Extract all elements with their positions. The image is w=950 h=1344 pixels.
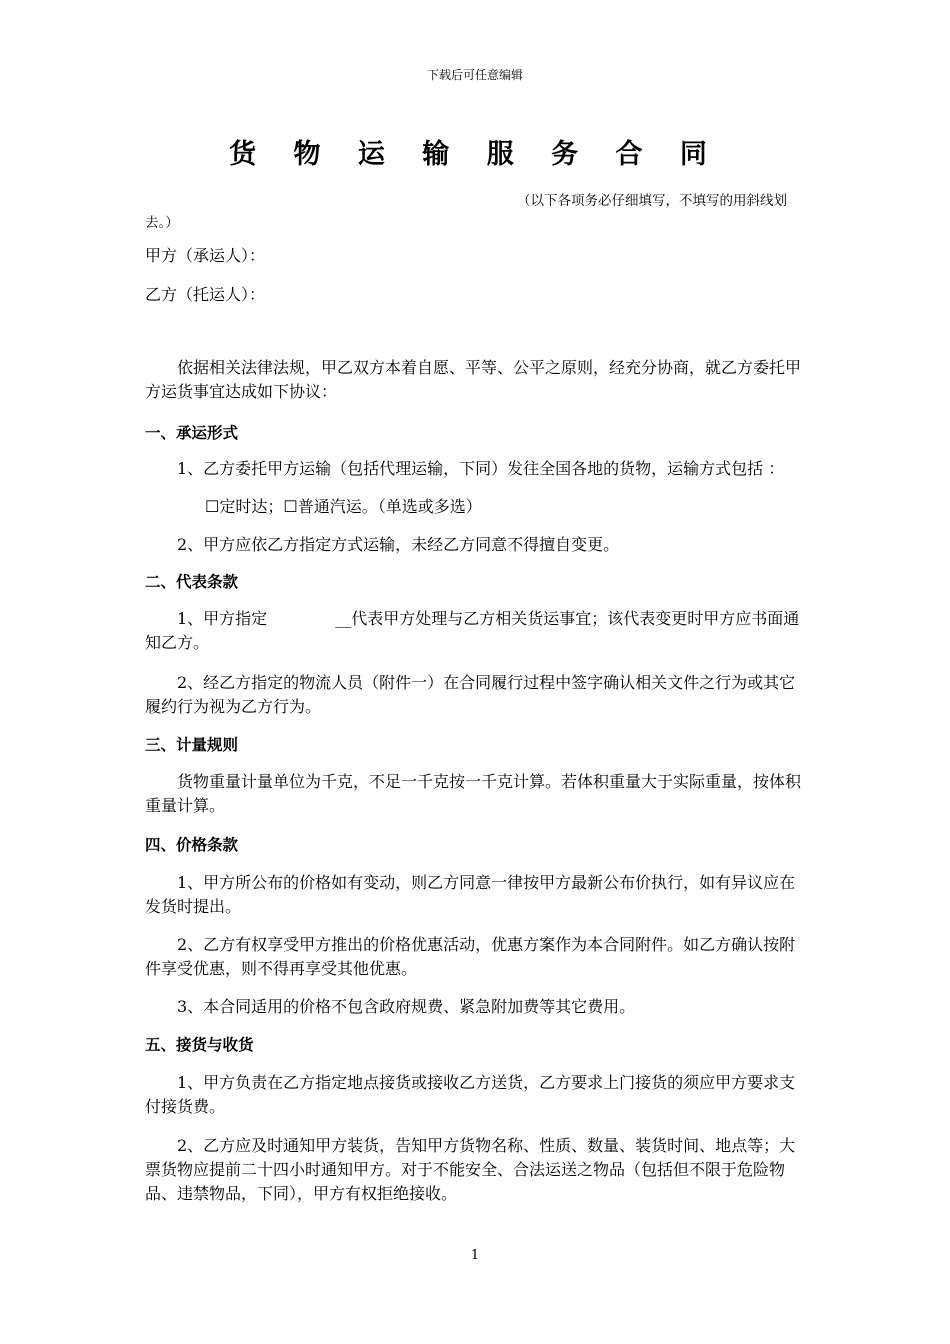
fill-instruction-note: （以下各项务必仔细填写，不填写的用斜线划去。） (145, 193, 787, 231)
section-2-paragraph-2: 2、经乙方指定的物流人员（附件一）在合同履行过程中签字确认相关文件之行为或其它履约行为视为乙方行为。 (145, 673, 796, 716)
section-3-paragraph-1: 货物重量计量单位为千克，不足一千克按一千克计算。若体积重量大于实际重量，按体积重量计算。 (145, 772, 802, 815)
page-header: 下载后可任意编辑 (426, 68, 523, 82)
section-4-paragraph-2: 2、乙方有权享受甲方推出的价格优惠活动，优惠方案作为本合同附件。如乙方确认按附件享受优惠，则不得再享受其他优惠。 (145, 935, 796, 978)
page-number: 1 (470, 1248, 480, 1263)
party-b-line: 乙方（托运人）： (145, 285, 266, 304)
preamble-paragraph: 依据相关法律法规，甲乙双方本着自愿、平等、公平之原则，经充分协商，就乙方委托甲方运货事宜达成如下协议： (145, 358, 802, 401)
section-4-heading: 四、价格条款 (145, 836, 239, 854)
section-2-p1-start: 1、甲方指定 (177, 609, 268, 628)
party-a-line: 甲方（承运人）： (145, 246, 266, 265)
section-5-paragraph-1: 1、甲方负责在乙方指定地点接货或接收乙方送货，乙方要求上门接货的须应甲方要求支付接货费。 (145, 1073, 796, 1116)
section-2-paragraph-1 (145, 607, 809, 655)
section-5-paragraph-2: 2、乙方应及时通知甲方装货，告知甲方货物名称、性质、数量、装货时间、地点等；大票货物应提前二十四小时通知甲方。对于不能安全、合法运送之物品（包括但不限于危险物品、违禁物品，下同），甲方有权拒绝接收。 (145, 1136, 796, 1203)
section-4-paragraph-1: 1、甲方所公布的价格如有变动，则乙方同意一律按甲方最新公布价执行，如有异议应在发货时提出。 (145, 873, 796, 916)
section-3-heading: 三、计量规则 (145, 736, 239, 754)
section-1-paragraph-1: 1、乙方委托甲方运输（包括代理运输，下同）发往全国各地的货物，运输方式包括 ： (177, 459, 785, 478)
section-2-heading: 二、代表条款 (145, 573, 239, 591)
section-1-heading: 一、承运形式 (145, 424, 239, 442)
section-4-paragraph-3: 3、本合同适用的价格不包含政府规费、紧急附加费等其它费用。 (177, 997, 636, 1016)
section-1-paragraph-2: 2、甲方应依乙方指定方式运输，未经乙方同意不得擅自变更。 (177, 535, 620, 554)
section-5-heading: 五、接货与收货 (145, 1036, 254, 1054)
section-2-p1-end: __代表甲方处理与乙方相关货运事宜；该代表变更时甲方应书面通知乙方。 (145, 609, 800, 652)
transport-mode-options: ☐定时达；☐普通汽运。（单选或多选） (205, 497, 482, 516)
document-title: 货 物 运 输 服 务 合 同 (229, 139, 721, 170)
